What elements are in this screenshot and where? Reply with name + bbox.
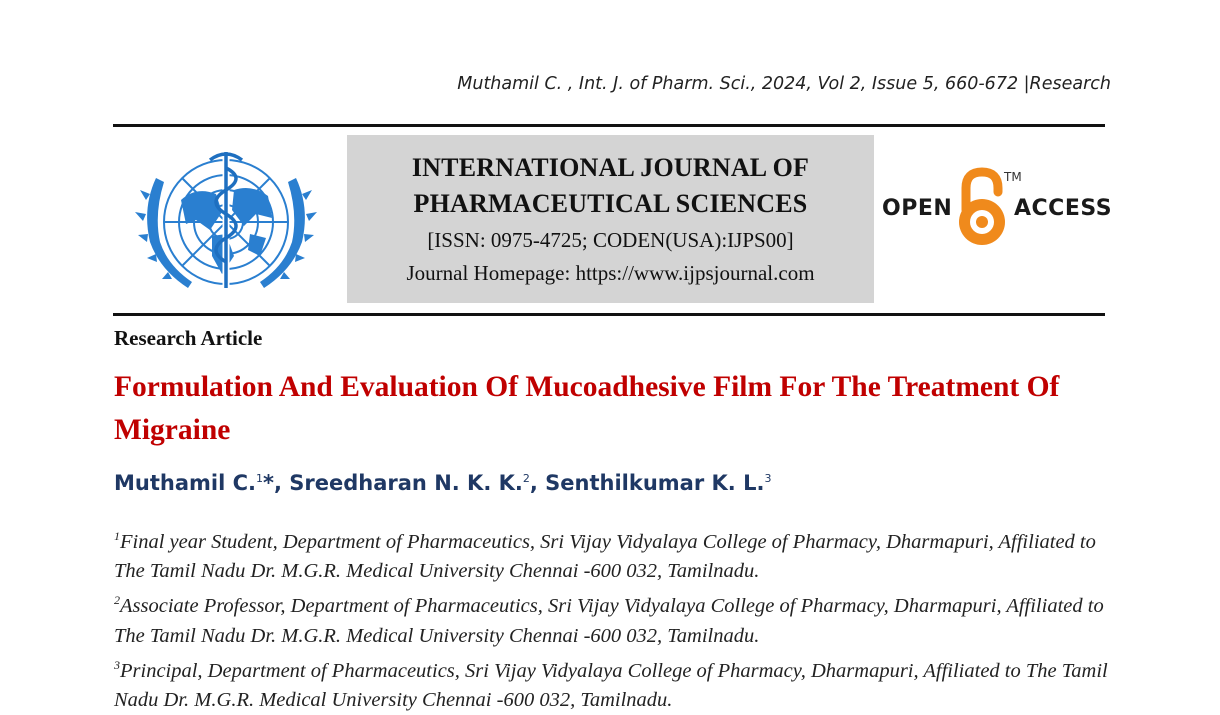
author-list	[114, 471, 771, 495]
affiliation-number: 1	[114, 529, 120, 543]
open-access-access-text: ACCESS	[1014, 196, 1113, 221]
header-top-rule	[113, 124, 1105, 127]
affiliation-item	[114, 522, 1114, 586]
open-access-badge	[880, 166, 1113, 254]
un-emblem-caduceus-icon	[126, 138, 326, 306]
affiliation-number: 3	[114, 657, 120, 672]
affiliations	[114, 522, 1114, 715]
author-name: Senthilkumar K. L.	[545, 471, 765, 495]
affiliation-text: Associate Professor, Department of Pharmaceutics, Sri Vijay Vidyalaya College of Pharmacy, Dharmapuri, Affiliated to The Tamil Nadu Dr. M.G.R. Medical University Chennai -600 032, Tamilnadu.	[114, 595, 1104, 647]
affiliation-text: Principal, Department of Pharmaceutics, Sri Vijay Vidyalaya College of Pharmacy, Dharmapuri, Affiliated to The Tamil Nadu Dr. M.G.R. Medical University Chennai -600 032, Tamilnadu.	[114, 659, 1108, 711]
author-affil-sup: 3	[764, 472, 772, 485]
author-name: Muthamil C.	[114, 471, 256, 495]
author-separator: ,	[529, 471, 546, 495]
running-head: Muthamil C. , Int. J. of Pharm. Sci., 2024, Vol 2, Issue 5, 660-672 |Research	[457, 74, 1111, 94]
journal-issn: [ISSN: 0975-4725; CODEN(USA):IJPS00]	[427, 228, 794, 252]
affiliation-number: 2	[114, 593, 120, 608]
journal-title-line1: INTERNATIONAL JOURNAL OF	[411, 153, 810, 182]
affiliation-item	[114, 586, 1114, 650]
journal-homepage: Journal Homepage: https://www.ijpsjournal.com	[406, 261, 815, 285]
author-name: Sreedharan N. K. K.	[289, 471, 523, 495]
header-bottom-rule	[113, 313, 1105, 316]
article-title: Formulation And Evaluation Of Mucoadhesive Film For The Treatment Of Migraine	[114, 371, 1060, 446]
journal-masthead	[347, 135, 874, 303]
author-affil-sup: 1	[256, 472, 263, 485]
open-padlock-icon	[954, 166, 1010, 252]
author-separator: ,	[273, 471, 290, 495]
corresponding-mark: *	[263, 471, 274, 495]
article-type-label: Research Article	[114, 326, 263, 350]
affiliation-text: Final year Student, Department of Pharmaceutics, Sri Vijay Vidyalaya College of Pharmacy, Dharmapuri, Affiliated to The Tamil Nadu Dr. M.G.R. Medical University Chennai -600 032, Tamilnadu.	[114, 530, 1096, 583]
open-access-open-text: OPEN	[882, 196, 953, 221]
affiliation-item	[114, 651, 1114, 715]
journal-title-line2: PHARMACEUTICAL SCIENCES	[413, 189, 808, 218]
author-affil-sup: 2	[522, 472, 530, 485]
trademark-mark: TM	[1004, 170, 1022, 184]
